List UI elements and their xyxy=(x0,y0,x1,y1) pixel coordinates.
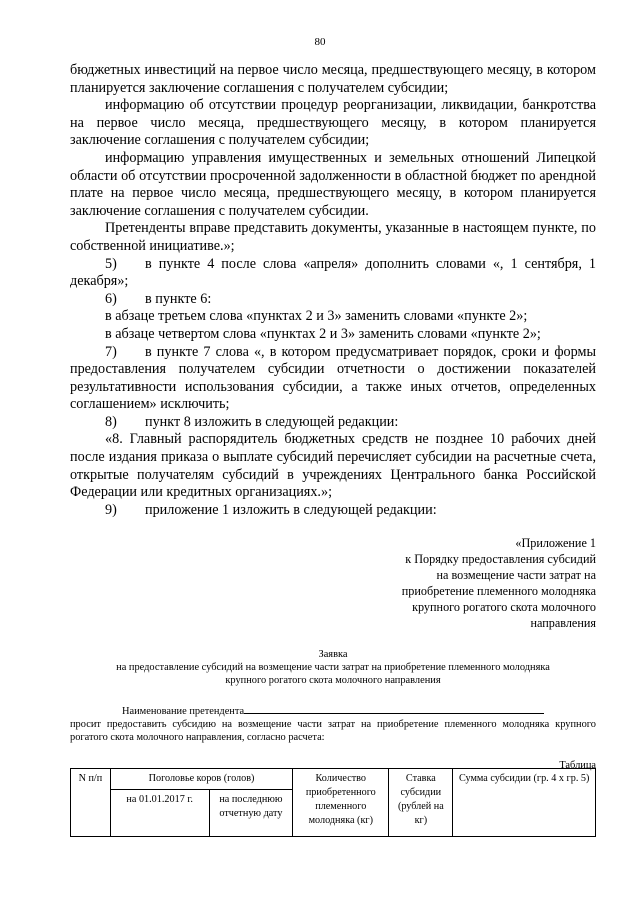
header-cell-quantity: Количество приобретенного племенного молодняка (кг) xyxy=(293,769,389,837)
list-item-text: в пункте 7 слова «, в котором предусматривает порядок, сроки и формы предоставления получателем субсидии отчетности о достижении показателей результативности использования субсидии, а также иных отчетов, определенных соглашением» исключить; xyxy=(70,343,596,413)
list-item-text: в пункте 6: xyxy=(145,290,212,307)
applicant-name-row xyxy=(70,704,596,718)
appendix-line: к Порядку предоставления субсидий xyxy=(405,552,596,566)
applicant-name-blank xyxy=(244,704,544,714)
paragraph: в абзаце третьем слова «пунктах 2 и 3» заменить словами «пункте 2»; xyxy=(105,308,528,325)
form-title: Заявка xyxy=(318,649,348,660)
list-item-5 xyxy=(70,256,596,291)
appendix-line: приобретение племенного молодняка xyxy=(401,584,596,598)
paragraph: бюджетных инвестиций на первое число месяца, предшествующего месяцу, в котором планируется заключение соглашения с получателем субсидии; xyxy=(70,62,596,96)
form-subtitle: крупного рогатого скота молочного направления xyxy=(225,675,441,686)
paragraph: «8. Главный распорядитель бюджетных средств не позднее 10 рабочих дней после издания приказа о выплате субсидий перечисляет субсидии на расчетные счета, открытые получателям субсидий в учреждениях Центрального банка Российской Федерации или кредитных организациях.»; xyxy=(70,431,596,501)
appendix-line: на возмещение части затрат на xyxy=(436,568,596,582)
header-cell-livestock-last: на последнюю отчетную дату xyxy=(209,790,293,837)
header-cell-livestock: Поголовье коров (голов) xyxy=(110,769,292,790)
list-item-7 xyxy=(70,344,596,414)
table-header-row xyxy=(71,769,596,790)
page-number: 80 xyxy=(314,36,326,48)
form-title-block xyxy=(70,648,596,687)
list-item-text: в пункте 4 после слова «апреля» дополнить словами «, 1 сентября, 1 декабря»; xyxy=(70,255,596,290)
form-subtitle: на предоставление субсидий на возмещение части затрат на приобретение племенного молодняка xyxy=(116,662,550,673)
paragraph: информацию управления имущественных и земельных отношений Липецкой области об отсутствии просроченной задолженности в областной бюджет по арендной плате на первое число месяца, предшествующего месяцу, в котором планируется заключение соглашения с получателем субсидии. xyxy=(70,149,596,219)
appendix-header xyxy=(300,535,596,631)
paragraph: информацию об отсутствии процедур реорганизации, ликвидации, банкротства на первое число месяца, предшествующего месяцу, в котором планируется заключение соглашения с получателем субсидии; xyxy=(70,97,596,149)
header-cell-number: N п/п xyxy=(71,769,111,837)
list-item-number: 9) xyxy=(105,501,117,518)
list-item-number: 7) xyxy=(105,343,117,360)
paragraph: Претенденты вправе представить документы, указанные в настоящем пункте, по собственной инициативе.»; xyxy=(70,220,596,254)
list-item-number: 5) xyxy=(105,255,117,272)
header-cell-rate: Ставка субсидии (рублей на кг) xyxy=(389,769,453,837)
document-body xyxy=(70,62,596,519)
appendix-line: направления xyxy=(530,616,596,630)
list-item-number: 6) xyxy=(105,290,117,307)
subsidy-calculation-table xyxy=(70,768,596,837)
applicant-label: Наименование претендента xyxy=(122,706,245,717)
applicant-block xyxy=(70,704,596,744)
appendix-line: «Приложение 1 xyxy=(515,536,596,550)
list-item-text: пункт 8 изложить в следующей редакции: xyxy=(145,413,399,430)
table-label: Таблица xyxy=(559,760,596,771)
list-item-text: приложение 1 изложить в следующей редакции: xyxy=(145,501,437,518)
header-cell-livestock-date: на 01.01.2017 г. xyxy=(110,790,209,837)
list-item-9 xyxy=(70,502,596,520)
list-item-number: 8) xyxy=(105,413,117,430)
header-cell-sum: Сумма субсидии (гр. 4 x гр. 5) xyxy=(453,769,596,837)
list-item-6 xyxy=(70,291,596,309)
request-text: просит предоставить субсидию на возмещение части затрат на приобретение племенного молодняка крупного рогатого скота молочного направления, согласно расчета: xyxy=(70,719,596,743)
appendix-line: крупного рогатого скота молочного xyxy=(412,600,596,614)
paragraph: в абзаце четвертом слова «пунктах 2 и 3» заменить словами «пункте 2»; xyxy=(105,325,541,342)
list-item-8 xyxy=(70,414,596,432)
